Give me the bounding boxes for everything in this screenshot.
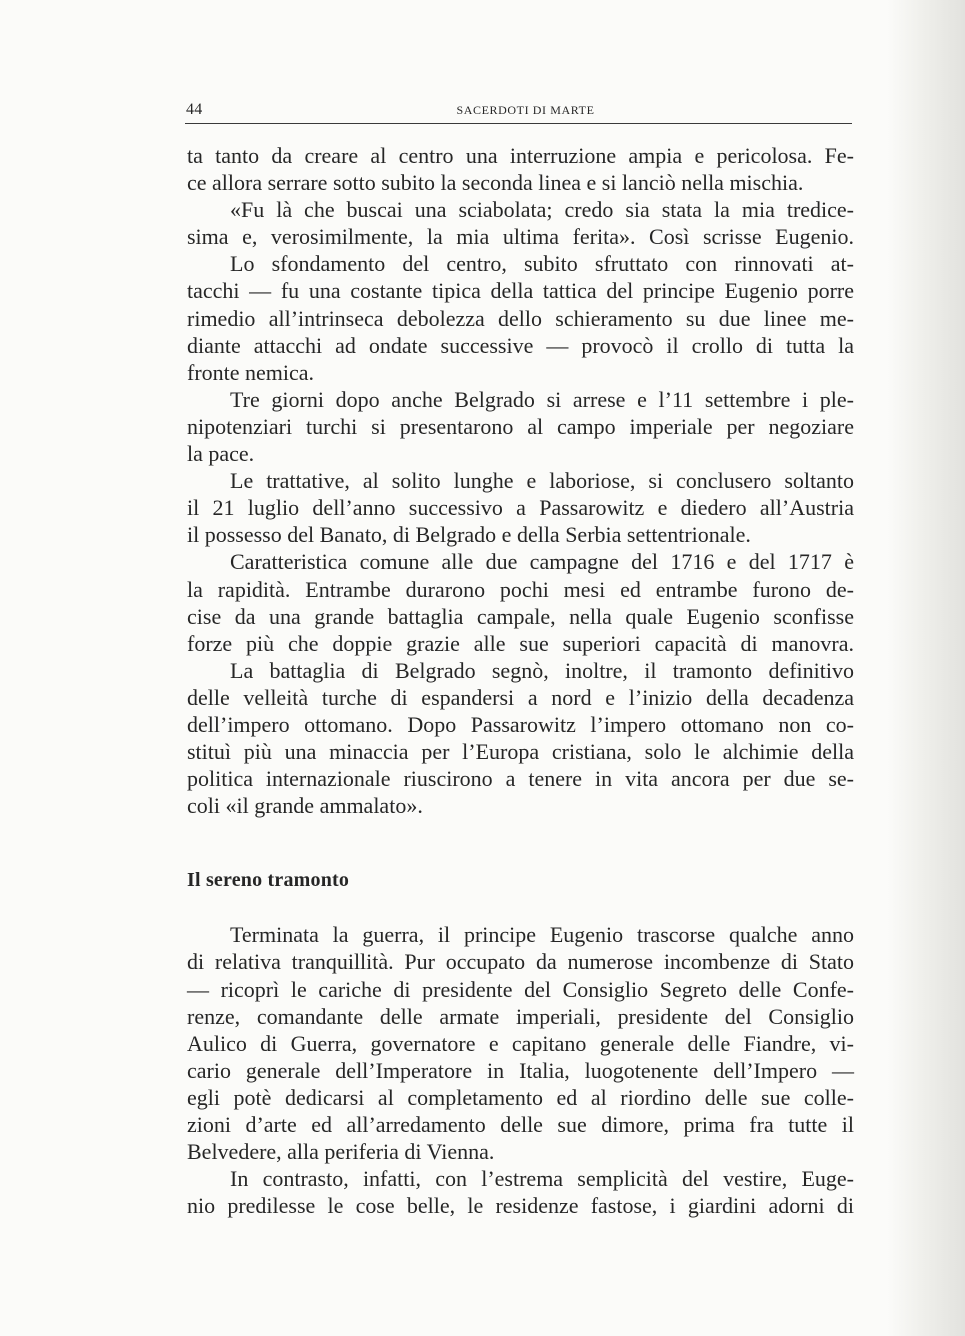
text-line: nio predilesse le cose belle, le residenze fastose, i giardini adorni di bbox=[187, 1193, 854, 1219]
section-heading: Il sereno tramonto bbox=[187, 869, 350, 892]
text-line: il possesso del Banato, di Belgrado e della Serbia settentrionale. bbox=[187, 522, 751, 548]
text-line: Caratteristica comune alle due campagne del 1716 e del 1717 è bbox=[230, 549, 854, 575]
text-line: Terminata la guerra, il principe Eugenio trascorse qualche anno bbox=[230, 922, 854, 948]
section-spacer bbox=[187, 819, 854, 867]
text-line: renze, comandante delle armate imperiali, presidente del Consiglio bbox=[187, 1003, 854, 1029]
body-text bbox=[187, 142, 854, 1219]
text-line: zioni d’arte ed all’arredamento delle sue dimore, prima fra tutte il bbox=[187, 1112, 854, 1137]
text-line: — ricoprì le cariche di presidente del Consiglio Segreto delle Confe- bbox=[187, 976, 854, 1002]
heading-spacer bbox=[187, 894, 854, 921]
text-line: coli «il grande ammalato». bbox=[187, 793, 423, 819]
text-line: delle velleità turche di espandersi a nord e l’inizio della decadenza bbox=[187, 684, 854, 710]
text-line: La battaglia di Belgrado segnò, inoltre, il tramonto definitivo bbox=[230, 657, 854, 683]
text-line: Le trattative, al solito lunghe e laboriose, si conclusero soltanto bbox=[230, 468, 854, 494]
text-line: In contrasto, infatti, con l’estrema semplicità del vestire, Euge- bbox=[230, 1166, 854, 1192]
text-line: tacchi — fu una costante tipica della tattica del principe Eugenio porre bbox=[187, 278, 854, 304]
text-line: Belvedere, alla periferia di Vienna. bbox=[187, 1139, 495, 1165]
running-title: SACERDOTI DI MARTE bbox=[456, 103, 595, 117]
text-line: di relativa tranquillità. Pur occupato da numerose incombenze di Stato bbox=[187, 949, 854, 975]
text-line: Aulico di Guerra, governatore e capitano generale delle Fiandre, vi- bbox=[187, 1030, 854, 1056]
text-line: nipotenziari turchi si presentarono al campo imperiale per negoziare bbox=[187, 413, 854, 439]
text-line: dell’impero ottomano. Dopo Passarowitz l’impero ottomano non co- bbox=[187, 711, 854, 737]
text-line: il 21 luglio dell’anno successivo a Passarowitz e diedero all’Austria bbox=[187, 495, 854, 521]
text-line: stituì più una minaccia per l’Europa cristiana, solo le alchimie della bbox=[187, 739, 854, 765]
text-line: rimedio all’intrinseca debolezza dello schieramento su due linee me- bbox=[187, 305, 854, 331]
text-line: egli potè dedicarsi al completamento ed al riordino delle sue colle- bbox=[187, 1084, 854, 1110]
text-line: cario generale dell’Imperatore in Italia, luogotenente dell’Impero — bbox=[187, 1057, 854, 1083]
text-line: «Fu là che buscai una sciabolata; credo sia stata la mia tredice- bbox=[230, 197, 854, 223]
text-line: cise da una grande battaglia campale, nella quale Eugenio sconfisse bbox=[187, 603, 854, 629]
header-rule bbox=[185, 123, 852, 124]
text-line: ce allora serrare sotto subito la seconda linea e si lanciò nella mischia. bbox=[187, 170, 804, 196]
text-line: ta tanto da creare al centro una interruzione ampia e pericolosa. Fe- bbox=[187, 143, 854, 168]
text-line: diante attacchi ad ondate successive — provocò il crollo di tutta la bbox=[187, 332, 854, 358]
text-line: forze più che doppie grazie alle sue superiori capacità di manovra. bbox=[187, 630, 854, 656]
text-line: la rapidità. Entrambe durarono pochi mesi ed entrambe furono de- bbox=[187, 576, 854, 602]
text-line: politica internazionale riuscirono a tenere in vita ancora per due se- bbox=[187, 766, 854, 792]
text-line: Tre giorni dopo anche Belgrado si arrese e l’11 settembre i ple- bbox=[230, 386, 854, 412]
text-line: fronte nemica. bbox=[187, 359, 315, 385]
running-title-wrapper bbox=[0, 102, 965, 118]
page-number: 44 bbox=[186, 101, 203, 118]
text-line: la pace. bbox=[187, 441, 255, 467]
text-line: Lo sfondamento del centro, subito sfruttato con rinnovati at- bbox=[230, 251, 854, 277]
text-line: sima e, verosimilmente, la mia ultima ferita». Così scrisse Eugenio. bbox=[187, 224, 854, 250]
